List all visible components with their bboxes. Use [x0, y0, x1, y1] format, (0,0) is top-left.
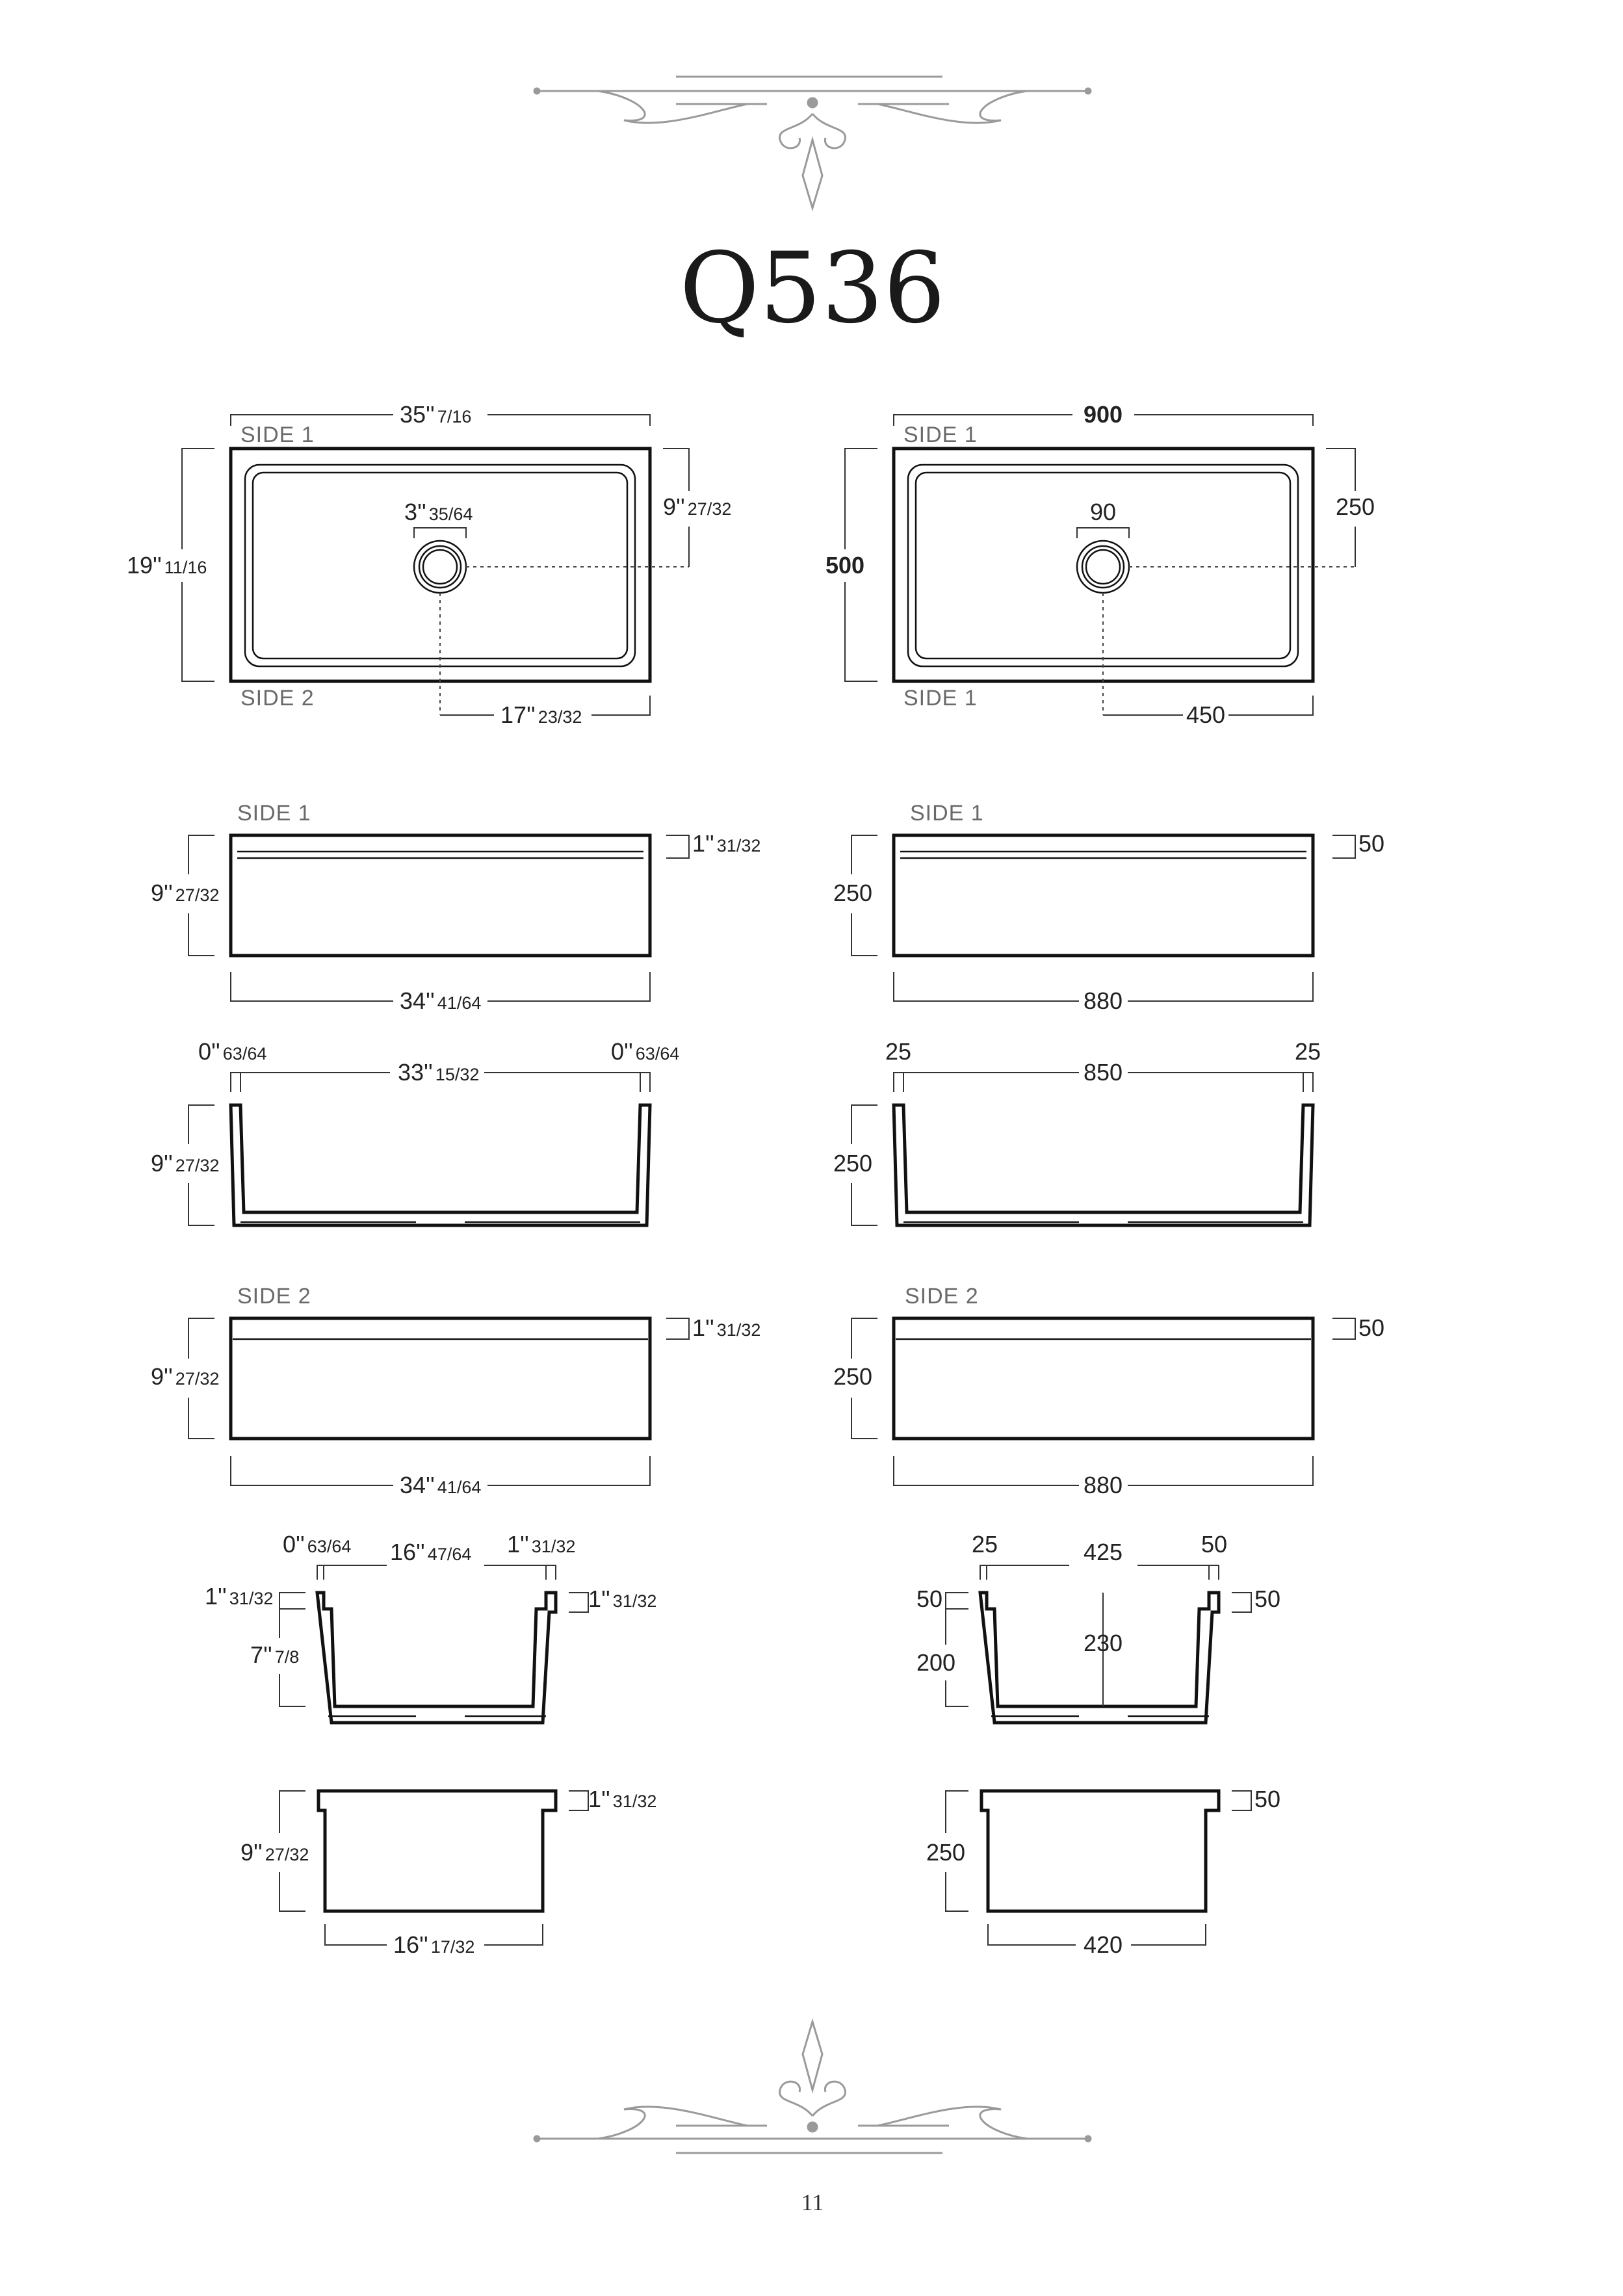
side2-met-label: SIDE 2	[905, 1284, 979, 1309]
plan-view-metric	[825, 401, 1375, 728]
plan-imp-drain-dia: 3'' 35/64	[404, 499, 473, 525]
side1-view-imperial	[151, 801, 760, 1014]
short-met-wall-left: 25	[971, 1531, 998, 1558]
plan-met-width: 500	[825, 552, 865, 579]
short-met-rim-right-h: 50	[1254, 1585, 1281, 1612]
long-section-metric	[833, 1038, 1321, 1225]
plan-met-drain-dia: 90	[1089, 499, 1117, 525]
plan-met-top-label: SIDE 1	[903, 423, 978, 447]
long-met-wall-right: 25	[1294, 1038, 1321, 1065]
short-imp-rim-right-w: 1'' 31/32	[507, 1531, 576, 1558]
long-met-height: 250	[833, 1150, 873, 1177]
side2-imp-rim: 1'' 31/32	[692, 1314, 761, 1341]
short-section-imperial	[205, 1531, 656, 1723]
short-met-center-depth: 230	[1083, 1630, 1123, 1656]
side2-met-height: 250	[833, 1363, 873, 1390]
plan-imp-drain-y: 9'' 27/32	[663, 493, 732, 520]
side2-imp-height: 9'' 27/32	[151, 1363, 220, 1390]
short-met-rim-right-w: 50	[1201, 1531, 1228, 1558]
long-imp-wall-right: 0'' 63/64	[611, 1038, 680, 1065]
plan-met-drain-x: 450	[1186, 701, 1226, 728]
short-imp-rim-left-h: 1'' 31/32	[205, 1583, 274, 1610]
plan-imp-top-label: SIDE 1	[240, 423, 315, 447]
side1-imp-rim: 1'' 31/32	[692, 830, 761, 857]
end-imp-rim: 1'' 31/32	[588, 1786, 657, 1812]
plan-imp-width: 19'' 11/16	[127, 552, 207, 579]
plan-imp-length: 35'' 7/16	[400, 401, 472, 428]
end-met-rim: 50	[1254, 1786, 1281, 1812]
short-imp-rim-right-h: 1'' 31/32	[588, 1585, 657, 1612]
short-met-depth: 200	[916, 1649, 956, 1676]
end-imp-height: 9'' 27/32	[240, 1839, 309, 1866]
end-met-width: 420	[1083, 1931, 1123, 1958]
long-met-wall-left: 25	[885, 1038, 912, 1065]
short-met-rim-left-h: 50	[916, 1585, 943, 1612]
plan-met-bottom-label: SIDE 1	[903, 686, 978, 711]
end-view-metric	[926, 1786, 1280, 1958]
side2-view-imperial	[151, 1284, 760, 1498]
end-met-height: 250	[926, 1839, 966, 1866]
short-imp-wall-left: 0'' 63/64	[283, 1531, 352, 1558]
side2-met-rim: 50	[1358, 1314, 1385, 1341]
end-view-imperial	[240, 1786, 656, 1958]
side1-met-length: 880	[1083, 987, 1123, 1014]
side1-met-rim: 50	[1358, 830, 1385, 857]
short-imp-inner: 16'' 47/64	[390, 1539, 472, 1565]
side2-imp-length: 34'' 41/64	[400, 1472, 482, 1498]
plan-imp-drain-x: 17'' 23/32	[500, 701, 582, 728]
long-imp-height: 9'' 27/32	[151, 1150, 220, 1177]
side2-imp-label: SIDE 2	[237, 1284, 311, 1309]
product-title: Q536	[679, 232, 946, 345]
long-imp-inner: 33'' 15/32	[398, 1059, 480, 1086]
side1-met-label: SIDE 1	[910, 801, 984, 826]
end-imp-width: 16'' 17/32	[393, 1931, 475, 1958]
long-imp-wall-left: 0'' 63/64	[198, 1038, 267, 1065]
bottom-ornament	[534, 2022, 1091, 2153]
side1-imp-length: 34'' 41/64	[400, 987, 482, 1014]
side2-view-metric	[833, 1284, 1384, 1498]
side1-imp-height: 9'' 27/32	[151, 880, 220, 906]
plan-view-imperial	[127, 401, 731, 728]
plan-imp-bottom-label: SIDE 2	[240, 686, 315, 711]
short-section-metric	[916, 1531, 1280, 1723]
side1-view-metric	[833, 801, 1384, 1014]
plan-met-drain-y: 250	[1336, 493, 1375, 520]
page-number: 11	[801, 2189, 824, 2215]
side1-imp-label: SIDE 1	[237, 801, 311, 826]
top-ornament	[534, 77, 1091, 208]
long-met-inner: 850	[1083, 1059, 1123, 1086]
side1-met-height: 250	[833, 880, 873, 906]
short-imp-depth: 7'' 7/8	[250, 1641, 300, 1668]
side2-met-length: 880	[1083, 1472, 1123, 1498]
short-met-inner: 425	[1083, 1539, 1123, 1565]
long-section-imperial	[151, 1038, 679, 1225]
plan-met-length: 900	[1083, 401, 1123, 428]
